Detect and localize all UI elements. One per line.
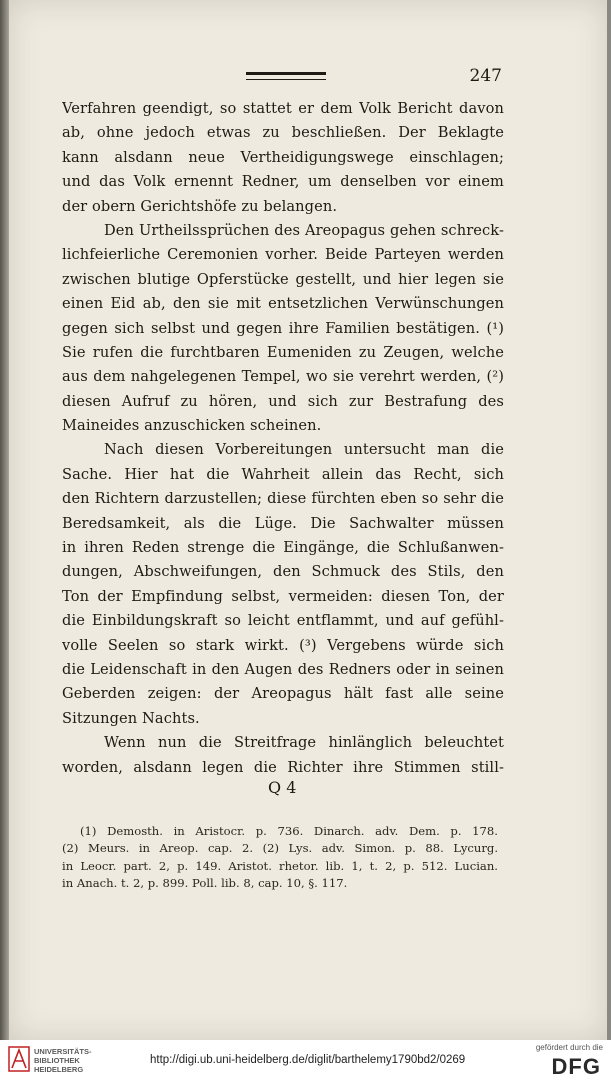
text-line: die Leidenschaft in den Augen des Redners oder in seinen [62, 660, 504, 678]
footnote-line: (2) Meurs. in Areop. cap. 2. (2) Lys. adv. Simon. p. 88. Lycurg. [62, 841, 498, 856]
source-url-link[interactable]: http://digi.ub.uni-heidelberg.de/diglit/barthelemy1790bd2/0269 [150, 1054, 466, 1066]
text-line: Sache. Hier hat die Wahrheit allein das Recht, sich [62, 465, 504, 483]
text-line: diesen Aufruf zu hören, und sich zur Bestrafung des [62, 392, 504, 410]
text-line: und das Volk ernennt Redner, um denselben vor einem [62, 173, 504, 191]
page-number: 247 [469, 66, 502, 86]
text-line: zwischen blutige Opferstücke gestellt, und hier legen sie [62, 270, 504, 288]
digitization-footer [0, 1040, 611, 1082]
funded-by-label: gefördert durch die [535, 1043, 603, 1052]
footnote-rule [62, 818, 504, 819]
body-text [62, 97, 504, 780]
book-gutter [0, 0, 9, 1040]
text-line: worden, alsdann legen die Richter ihre Stimmen still- [62, 758, 504, 776]
library-name [34, 1047, 92, 1074]
text-line: ab, ohne jedoch etwas zu beschließen. Der Beklagte [62, 124, 504, 142]
text-line: Den Urtheilssprüchen des Areopagus gehen schreck- [104, 221, 504, 239]
text-line: in ihren Reden strenge die Eingänge, die Schlußanwen- [62, 539, 504, 557]
text-line: Maineides anzuschicken scheinen. [62, 417, 322, 435]
text-line: aus dem nahgelegenen Tempel, wo sie verehrt werden, (²) [62, 368, 504, 386]
text-line: den Richtern darzustellen; diese fürchten eben so sehr die [62, 490, 504, 508]
header-rule [246, 72, 326, 80]
text-line: die Einbildungskraft so leicht entflammt, und auf gefühl- [62, 612, 504, 630]
text-line: Sitzungen Nachts. [62, 709, 200, 727]
text-line: der obern Gerichtshöfe zu belangen. [62, 197, 338, 215]
footnotes [62, 823, 498, 893]
dfg-logo: DFG [551, 1054, 601, 1079]
library-name-line3: HEIDELBERG [34, 1065, 84, 1074]
signature-mark: Q 4 [268, 778, 297, 797]
text-line: Wenn nun die Streitfrage hinlänglich beleuchtet [104, 734, 504, 752]
footnote-line: in Anach. t. 2, p. 899. Poll. lib. 8, cap. 10, §. 117. [62, 876, 348, 891]
text-line: einen Eid ab, den sie mit entsetzlichen Verwünschungen [62, 295, 504, 313]
text-line: gegen sich selbst und gegen ihre Familien bestätigen. (¹) [62, 319, 504, 337]
text-line: dungen, Abschweifungen, den Schmuck des Stils, den [62, 563, 504, 581]
text-line: Geberden zeigen: der Areopagus hält fast alle seine [62, 685, 504, 703]
footnote-line: in Leocr. part. 2, p. 149. Aristot. rhetor. lib. 1, t. 2, p. 512. Lucian. [62, 858, 498, 873]
text-line: Sie rufen die furchtbaren Eumeniden zu Zeugen, welche [62, 343, 504, 361]
text-line: Nach diesen Vorbereitungen untersucht man die [104, 441, 504, 459]
footnote-line: (1) Demosth. in Aristocr. p. 736. Dinarch. adv. Dem. p. 178. [80, 824, 498, 838]
text-line: volle Seelen so stark wirkt. (³) Vergebens würde sich [62, 636, 504, 654]
text-line: Beredsamkeit, als die Lüge. Die Sachwalter müssen [62, 514, 504, 532]
library-name-line1: UNIVERSITÄTS- [34, 1047, 92, 1056]
text-line: kann alsdann neue Vertheidigungswege einschlagen; [62, 148, 504, 166]
text-line: Verfahren geendigt, so stattet er dem Volk Bericht davon [62, 100, 504, 117]
library-name-line2: BIBLIOTHEK [34, 1056, 80, 1065]
text-line: lichfeierliche Ceremonien vorher. Beide Parteyen werden [62, 246, 504, 264]
library-logo-icon [8, 1046, 30, 1072]
text-line: Ton der Empfindung selbst, vermeiden: diesen Ton, der [62, 587, 504, 605]
